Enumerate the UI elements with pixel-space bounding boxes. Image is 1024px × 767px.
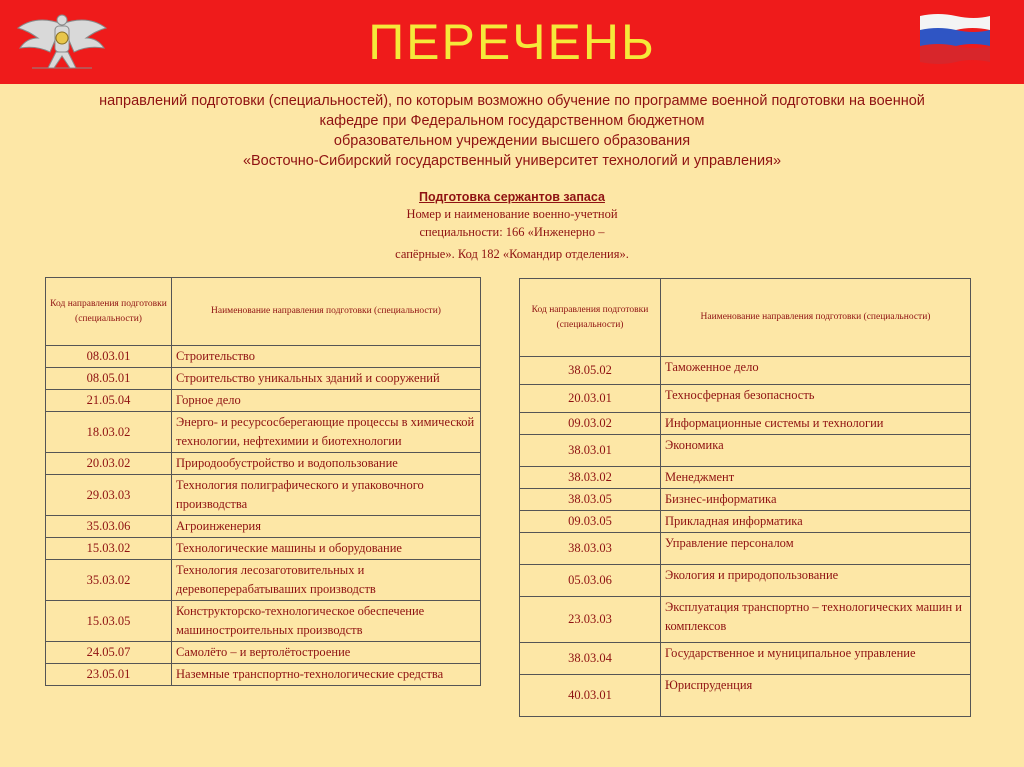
column-header-name: Наименование направления подготовки (специальности) — [661, 279, 971, 357]
specialty-name: Менеджмент — [661, 467, 971, 489]
table-row — [46, 516, 481, 538]
specialty-code: 23.03.03 — [520, 597, 661, 643]
subtitle-line: образовательном учреждении высшего образования — [333, 133, 691, 149]
table-row — [46, 560, 481, 601]
specialty-code: 20.03.02 — [46, 453, 172, 475]
subtitle-line: кафедре при Федеральном государственном бюджетном — [319, 113, 705, 129]
specialty-code: 29.03.03 — [46, 475, 172, 516]
subtitle-block — [40, 91, 984, 171]
specialty-name: Экология и природопользование — [661, 565, 971, 597]
table-row — [520, 597, 971, 643]
specialty-code: 05.03.06 — [520, 565, 661, 597]
specialty-name: Строительство — [172, 346, 481, 368]
table-row — [46, 390, 481, 412]
table-row — [46, 412, 481, 453]
table-row — [520, 533, 971, 565]
table-row — [46, 368, 481, 390]
header-bar — [0, 0, 1024, 84]
sergeant-heading: Подготовка сержантов запаса — [419, 190, 605, 204]
sergeant-training-block — [300, 189, 724, 263]
specialty-name: Эксплуатация транспортно – технологических машин и комплексов — [661, 597, 971, 643]
specialty-code: 15.03.05 — [46, 601, 172, 642]
specialty-code: 38.03.05 — [520, 489, 661, 511]
table-row — [520, 489, 971, 511]
table-row — [520, 643, 971, 675]
specialty-name: Строительство уникальных зданий и сооружений — [172, 368, 481, 390]
specialty-code: 08.03.01 — [46, 346, 172, 368]
specialty-code: 24.05.07 — [46, 642, 172, 664]
subtitle-line: направлений подготовки (специальностей), по которым возможно обучение по программе военной подготовки на военной — [99, 93, 925, 109]
specialty-name: Технология лесозаготовительных и деревоперерабатываших производств — [172, 560, 481, 601]
specialty-code: 35.03.06 — [46, 516, 172, 538]
specialty-name: Технология полиграфического и упаковочного производства — [172, 475, 481, 516]
specialty-name: Агроинженерия — [172, 516, 481, 538]
specialty-code: 15.03.02 — [46, 538, 172, 560]
specialty-name: Прикладная информатика — [661, 511, 971, 533]
specialty-name: Техносферная безопасность — [661, 385, 971, 413]
specialty-code: 23.05.01 — [46, 664, 172, 686]
specialty-code: 38.03.03 — [520, 533, 661, 565]
specialty-name: Информационные системы и технологии — [661, 413, 971, 435]
specialty-name: Самолёто – и вертолётостроение — [172, 642, 481, 664]
specialty-code: 08.05.01 — [46, 368, 172, 390]
table-row — [520, 357, 971, 385]
column-header-name: Наименование направления подготовки (специальности) — [172, 278, 481, 346]
table-row — [520, 467, 971, 489]
table-row — [520, 385, 971, 413]
specialty-name: Природообустройство и водопользование — [172, 453, 481, 475]
column-header-code: Код направления подготовки (специальности) — [520, 279, 661, 357]
table-row — [520, 413, 971, 435]
specialty-name: Горное дело — [172, 390, 481, 412]
table-row — [46, 601, 481, 642]
russian-flag-icon — [918, 12, 992, 71]
table-row — [520, 565, 971, 597]
table-row — [46, 642, 481, 664]
specialty-code: 40.03.01 — [520, 675, 661, 717]
table-row — [46, 346, 481, 368]
specialty-name: Таможенное дело — [661, 357, 971, 385]
specialty-name: Наземные транспортно-технологические средства — [172, 664, 481, 686]
table-row — [46, 475, 481, 516]
specialty-code: 18.03.02 — [46, 412, 172, 453]
specialty-code: 09.03.05 — [520, 511, 661, 533]
sergeant-text-line: Номер и наименование военно-учетной — [406, 207, 618, 221]
specialties-table-right — [519, 278, 971, 717]
specialty-code: 38.05.02 — [520, 357, 661, 385]
subtitle-line: «Восточно-Сибирский государственный университет технологий и управления» — [242, 153, 782, 169]
specialty-name: Государственное и муниципальное управление — [661, 643, 971, 675]
specialty-name: Юриспруденция — [661, 675, 971, 717]
sergeant-text-line: специальности: 166 «Инженерно – — [419, 225, 605, 239]
table-row — [520, 435, 971, 467]
page-title: ПЕРЕЧЕНЬ — [368, 14, 656, 70]
specialties-table-left — [45, 277, 481, 686]
specialty-code: 38.03.01 — [520, 435, 661, 467]
table-row — [46, 664, 481, 686]
specialty-name: Технологические машины и оборудование — [172, 538, 481, 560]
specialty-code: 38.03.02 — [520, 467, 661, 489]
specialty-code: 20.03.01 — [520, 385, 661, 413]
specialty-code: 21.05.04 — [46, 390, 172, 412]
table-row — [46, 538, 481, 560]
column-header-code: Код направления подготовки (специальности) — [46, 278, 172, 346]
specialty-name: Бизнес-информатика — [661, 489, 971, 511]
specialty-name: Конструкторско-технологическое обеспечение машиностроительных производств — [172, 601, 481, 642]
specialty-code: 38.03.04 — [520, 643, 661, 675]
table-row — [520, 675, 971, 717]
specialty-name: Управление персоналом — [661, 533, 971, 565]
sergeant-text-line: сапёрные». Код 182 «Командир отделения». — [395, 247, 629, 261]
table-row — [46, 453, 481, 475]
specialty-code: 35.03.02 — [46, 560, 172, 601]
specialty-name: Экономика — [661, 435, 971, 467]
table-row — [520, 511, 971, 533]
specialty-code: 09.03.02 — [520, 413, 661, 435]
specialty-name: Энерго- и ресурсосберегающие процессы в химической технологии, нефтехимии и биотехнологии — [172, 412, 481, 453]
